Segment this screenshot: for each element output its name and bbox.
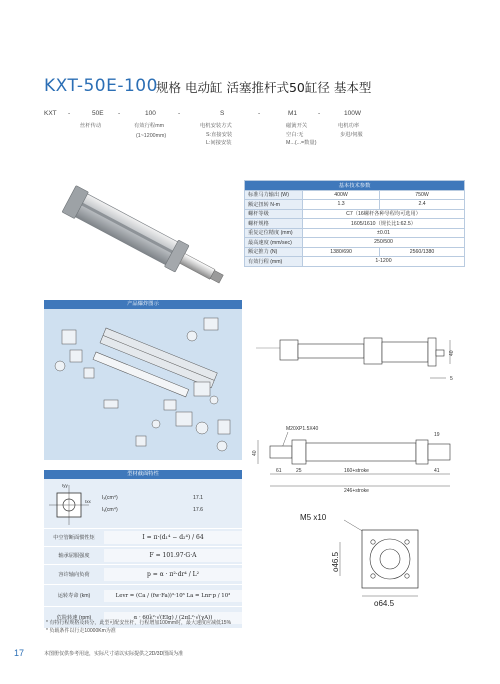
code-100: 100 bbox=[145, 110, 156, 117]
table-row bbox=[245, 209, 465, 219]
exploded-parts-image bbox=[44, 300, 242, 460]
table-row bbox=[245, 200, 465, 210]
profile-diagram bbox=[44, 479, 94, 528]
spec-label: 螺杆规格 bbox=[245, 219, 303, 229]
spec-label: 有效行程 (mm) bbox=[245, 257, 303, 267]
code-m1: M1 bbox=[288, 110, 298, 117]
top-view-drawing bbox=[250, 318, 470, 388]
spec-table-title: 基本技术参数 bbox=[245, 181, 465, 191]
properties-title: 型材截面特性 bbox=[44, 470, 242, 479]
side-dim-61: 61 bbox=[276, 468, 282, 474]
spec-label: 额定推力 (N) bbox=[245, 247, 303, 257]
side-dim-160: 160+stroke bbox=[344, 468, 369, 474]
formula-row bbox=[44, 585, 242, 607]
code-100w: 100W bbox=[344, 110, 361, 117]
spec-label: 标准马力输出 (W) bbox=[245, 190, 303, 200]
formula-row bbox=[44, 565, 242, 585]
code-50e: 50E bbox=[92, 110, 104, 117]
spec-value: 1-1200 bbox=[303, 257, 465, 267]
screw-label: M5 x10 bbox=[300, 513, 327, 522]
iyy-label: Iyy bbox=[62, 483, 68, 488]
end-dim-64: o64.5 bbox=[374, 599, 395, 608]
spec-label: 额定扭转 N-m bbox=[245, 200, 303, 210]
formula-label: 中空管断面惯性矩 bbox=[53, 535, 95, 541]
code-kxt: KXT bbox=[44, 110, 57, 117]
properties-box bbox=[44, 479, 242, 629]
side-dim-19: 19 bbox=[434, 432, 440, 438]
spec-value: 400W bbox=[303, 190, 380, 200]
table-row bbox=[245, 228, 465, 238]
code-sub-stroke: (1~1200mm) bbox=[136, 133, 167, 139]
footer-note: 本图册仅供参考用途，实际尺寸请以实际提供之2D/3D图面为准 bbox=[44, 651, 184, 657]
code-label-power: 电机功率 bbox=[338, 123, 360, 129]
spec-value: 1380/690 bbox=[303, 247, 380, 257]
top-dim-5: 5 bbox=[450, 376, 453, 382]
model-title: KXT-50E-100 bbox=[44, 76, 158, 96]
spec-value: 250/500 bbox=[303, 238, 465, 248]
inertia-row bbox=[94, 495, 242, 501]
spec-label: 重复定位精度 (mm) bbox=[245, 228, 303, 238]
inertia-label: Iₓ(cm⁴) bbox=[102, 494, 118, 501]
spec-value: ±0.01 bbox=[303, 228, 465, 238]
formula-text: I = π·(d₁⁴ − d₂⁴) / 64 bbox=[104, 531, 242, 544]
inertia-label: Iᵧ(cm⁴) bbox=[102, 506, 118, 513]
top-dim-40: 40 bbox=[449, 350, 455, 356]
code-label-mount: 电机安装方式 bbox=[200, 123, 232, 129]
side-dim-41: 41 bbox=[434, 468, 440, 474]
code-sub-mount: S:直接安装 L:间接安装 bbox=[206, 132, 233, 146]
electric-cylinder-image bbox=[44, 180, 242, 286]
side-dim-40: 40 bbox=[252, 450, 258, 456]
inertia-value: 17.1 bbox=[192, 494, 204, 501]
page-number: 17 bbox=[14, 648, 25, 658]
inertia-block bbox=[44, 479, 242, 529]
formula-label: 运转寿命 (km) bbox=[57, 593, 91, 599]
spec-value: 1605/1610（规长比1:62.5） bbox=[303, 219, 465, 229]
end-dim-46: o46.5 bbox=[331, 551, 340, 572]
spec-value: C7（16螺杆各种导程均可选用） bbox=[303, 209, 465, 219]
exploded-view bbox=[44, 300, 242, 460]
spec-value: 1.3 bbox=[303, 200, 380, 210]
table-row bbox=[245, 247, 465, 257]
formula-text: α · 60λ²·√(EIg) / (2πL²·√(γA)) bbox=[104, 612, 242, 624]
side-view-drawing bbox=[252, 422, 472, 498]
formula-row bbox=[44, 547, 242, 565]
code-sub-power: 步进/伺服 bbox=[340, 132, 363, 138]
formula-row bbox=[44, 529, 242, 547]
table-row bbox=[245, 190, 465, 200]
spec-label: 螺杆等级 bbox=[245, 209, 303, 219]
formula-text: Levr = (Ca / (fw·Fa))³·10⁶ La = Lnr·p / 10³ bbox=[104, 590, 242, 602]
spec-label: 最高速度 (mm/sec) bbox=[245, 238, 303, 248]
side-dim-total: 246+stroke bbox=[344, 488, 369, 494]
formula-text: p = α · π²·dr⁴ / L² bbox=[104, 568, 242, 581]
profile-section-icon bbox=[44, 479, 94, 529]
table-row bbox=[245, 219, 465, 229]
formula-label: 轴承屈服强度 bbox=[58, 553, 90, 559]
code-sep-1: - bbox=[68, 110, 71, 117]
code-sep-3: - bbox=[178, 110, 181, 117]
ixx-label: Ixx bbox=[85, 499, 91, 504]
code-label-screw: 丝杆传动 bbox=[80, 123, 102, 129]
code-sep-2: - bbox=[118, 110, 121, 117]
thread-label: M20XP1.5X40 bbox=[286, 426, 319, 432]
code-s: S bbox=[220, 110, 225, 117]
side-dim-25: 25 bbox=[296, 468, 302, 474]
spec-value: 2560/1380 bbox=[380, 247, 465, 257]
code-sep-4: - bbox=[258, 110, 261, 117]
inertia-value: 17.6 bbox=[192, 506, 204, 513]
code-label-switch: 磁簧开关 bbox=[286, 123, 308, 129]
inertia-row bbox=[94, 507, 242, 513]
page-subtitle: 规格 电动缸 活塞推杆式50缸径 基本型 bbox=[156, 80, 372, 95]
formula-text: F = 101.97·G·A bbox=[104, 549, 242, 562]
exploded-title: 产品爆炸图示 bbox=[44, 300, 242, 309]
code-sep-5: - bbox=[318, 110, 321, 117]
note-2: * 负载条件以行走10000Km为准 bbox=[46, 628, 116, 634]
note-1: * 有特行程规格及转分，此型可配安丝杆，行程增加100mm时，最大速度应减低15% bbox=[46, 620, 232, 626]
code-sub-switch: 空白:无 M...(...=数量) bbox=[286, 132, 317, 146]
spec-value: 750W bbox=[380, 190, 465, 200]
end-view-drawing bbox=[300, 508, 470, 612]
table-row bbox=[245, 257, 465, 267]
code-label-stroke: 有效行程mm bbox=[134, 123, 165, 129]
formula-label: 危险转速 (rpm) bbox=[56, 615, 92, 621]
product-photo bbox=[44, 180, 242, 286]
table-row bbox=[245, 238, 465, 248]
formula-label: 容许轴向负荷 bbox=[58, 572, 90, 578]
spec-table bbox=[244, 180, 465, 267]
spec-value: 2.4 bbox=[380, 200, 465, 210]
